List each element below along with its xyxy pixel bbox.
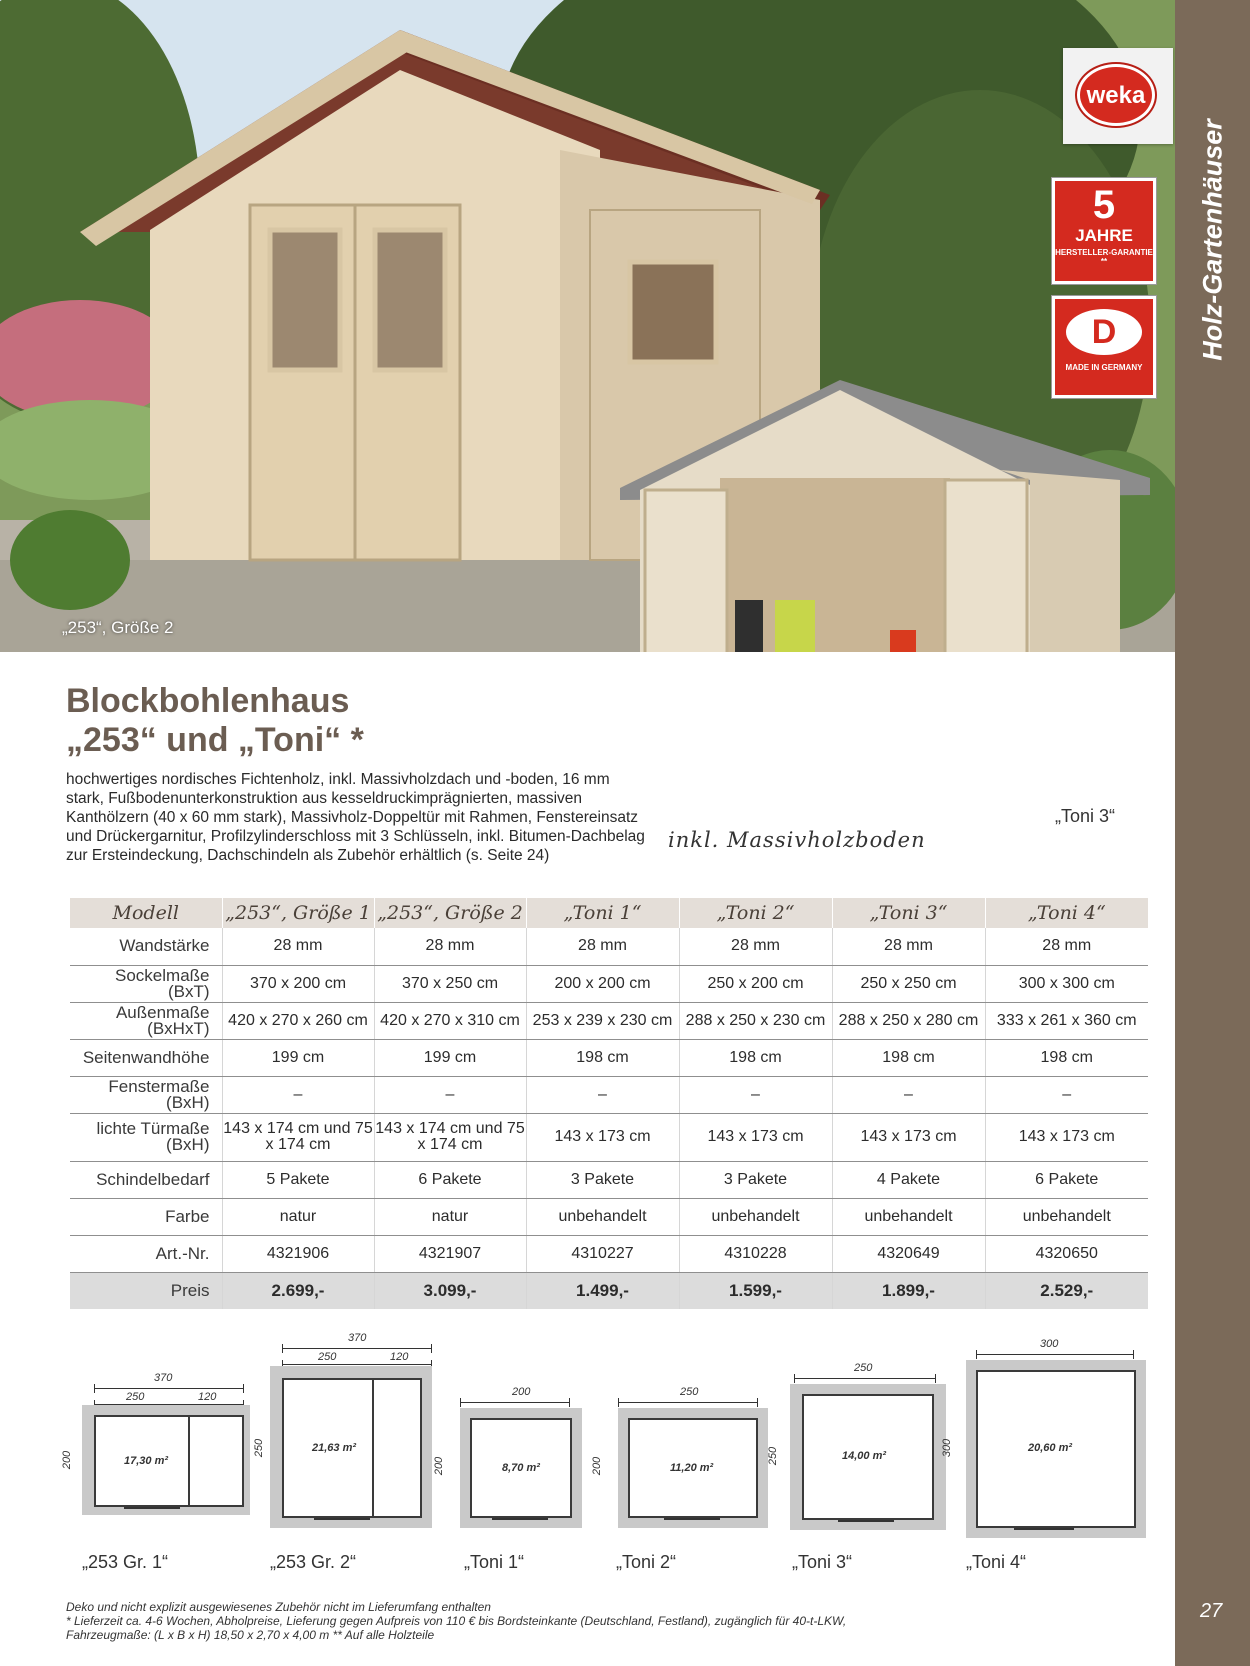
table-row [70,1076,1148,1113]
table-row-label: Wandstärke [70,928,222,965]
table-cell: 370 x 250 cm [374,965,526,1002]
table-row [70,965,1148,1002]
table-cell: 250 x 200 cm [679,965,832,1002]
table-cell: 200 x 200 cm [526,965,679,1002]
plan-dim-seg-a: 250 [318,1351,337,1363]
weka-logo [1063,48,1173,144]
guarantee-sub: HERSTELLER-GARANTIE ** [1055,248,1153,266]
table-cell: 4321906 [222,1235,374,1272]
table-cell: 198 cm [526,1039,679,1076]
table-cell: 333 x 261 x 360 cm [985,1002,1148,1039]
category-title [1175,100,1250,380]
garden-house-illustration [0,0,1175,652]
plan-area: 11,20 m² [670,1462,714,1474]
floor-plan-253-gr2 [253,1332,438,1533]
table-cell: 198 cm [985,1039,1148,1076]
table-cell: 1.899,- [832,1272,985,1309]
table-cell: 288 x 250 x 280 cm [832,1002,985,1039]
table-cell: 198 cm [832,1039,985,1076]
table-cell: – [679,1076,832,1113]
made-in-germany-badge [1052,296,1156,398]
table-header: „Toni 3“ [832,898,985,928]
floor-plan-toni2 [591,1386,774,1531]
product-heading [66,682,626,760]
table-cell: 4 Pakete [832,1161,985,1198]
plan-dim-depth: 250 [253,1438,266,1458]
table-row [70,928,1148,965]
table-cell: 28 mm [985,928,1148,965]
plan-area: 8,70 m² [502,1462,540,1474]
plan-label: „253 Gr. 1“ [82,1552,169,1572]
table-row [70,1272,1148,1309]
guarantee-badge [1052,178,1156,284]
table-cell: 28 mm [222,928,374,965]
table-cell: 4320649 [832,1235,985,1272]
table-cell: 28 mm [526,928,679,965]
table-header: Modell [70,898,222,928]
table-header: „Toni 2“ [679,898,832,928]
plan-dim-depth: 200 [591,1456,604,1476]
table-cell: 420 x 270 x 310 cm [374,1002,526,1039]
plan-area: 21,63 m² [312,1442,357,1454]
plan-dim-width: 250 [680,1386,699,1398]
table-cell: 143 x 173 cm [679,1113,832,1161]
table-cell: – [832,1076,985,1113]
table-cell: – [985,1076,1148,1113]
guarantee-number: 5 [1092,183,1116,227]
table-cell: 143 x 173 cm [526,1113,679,1161]
table-header: „Toni 4“ [985,898,1148,928]
table-row-label: Seitenwandhöhe [70,1039,222,1076]
germany-sub: MADE IN GERMANY [1065,363,1143,372]
table-cell: 4320650 [985,1235,1148,1272]
plan-label: „Toni 3“ [792,1552,853,1572]
table-row [70,1235,1148,1272]
plan-label: „Toni 2“ [616,1552,677,1572]
table-row-label: Fenstermaße (BxH) [70,1076,222,1113]
table-cell: 2.529,- [985,1272,1148,1309]
plan-dim-seg-b: 120 [198,1391,217,1403]
plan-dim-width: 250 [854,1362,873,1374]
table-cell: 6 Pakete [985,1161,1148,1198]
plan-dim-depth: 300 [941,1438,954,1458]
table-cell: 143 x 173 cm [832,1113,985,1161]
table-header: „253“, Größe 2 [374,898,526,928]
table-row-label: Preis [70,1272,222,1309]
plan-dim-width: 370 [348,1332,367,1344]
footnote: * Lieferzeit ca. 4-6 Wochen, Abholpreise, Lieferung gegen Aufpreis von 110 € bis Bordsteinkante (Deutschland, Festland), zugänglich für 40-t-LKW, [66,1614,847,1628]
product-photo [0,0,1175,652]
heading-line-2: „253“ und „Toni“ * [66,721,364,759]
plan-area: 17,30 m² [124,1455,169,1467]
table-cell: natur [222,1198,374,1235]
plan-dim-depth: 250 [767,1446,780,1466]
weka-logo-text: weka [1086,82,1146,109]
floor-plan-toni3 [767,1362,950,1532]
plan-dim-depth: 200 [433,1456,446,1476]
table-cell: 143 x 174 cm und 75 x 174 cm [374,1113,526,1161]
germany-letter: D [1066,309,1142,355]
plan-label: „Toni 4“ [966,1552,1027,1572]
photo-caption-253: „253“, Größe 2 [62,618,174,637]
table-cell: natur [374,1198,526,1235]
table-cell: unbehandelt [985,1198,1148,1235]
table-cell: – [222,1076,374,1113]
table-row-label: Farbe [70,1198,222,1235]
table-header: „Toni 1“ [526,898,679,928]
table-cell: 143 x 173 cm [985,1113,1148,1161]
table-row-label: Schindelbedarf [70,1161,222,1198]
footnotes [66,1600,1166,1642]
table-row [70,1198,1148,1235]
table-cell: 370 x 200 cm [222,965,374,1002]
table-cell: 3 Pakete [679,1161,832,1198]
floor-plan-toni4 [941,1338,1144,1540]
table-cell: 198 cm [679,1039,832,1076]
table-header-row [70,898,1148,928]
plan-dim-width: 300 [1040,1338,1059,1350]
plan-area: 14,00 m² [842,1450,887,1462]
table-row [70,1161,1148,1198]
table-cell: 6 Pakete [374,1161,526,1198]
table-cell: – [526,1076,679,1113]
table-cell: unbehandelt [832,1198,985,1235]
table-row-label: Sockelmaße (BxT) [70,965,222,1002]
plan-label: „Toni 1“ [464,1552,525,1572]
page-number: 27 [1200,1600,1223,1622]
table-cell: unbehandelt [526,1198,679,1235]
footnote: Fahrzeugmaße: (L x B x H) 18,50 x 2,70 x 4,00 m ** Auf alle Holzteile [66,1628,435,1642]
floor-plan-253-gr1 [61,1372,246,1528]
table-cell: 28 mm [374,928,526,965]
table-row [70,1113,1148,1161]
table-cell: 4310227 [526,1235,679,1272]
product-description: hochwertiges nordisches Fichtenholz, inkl. Massivholzdach und -boden, 16 mm stark, Fußbodenunterkonstruktion aus kesseldruckimprägnierten, massiven Kanthölzern (40 x 60 mm stark), Massivholz-Doppeltür mit Rahmen, Fenstereinsatz und Drückergarnitur, Profilzylinderschloss mit 3 Schlüsseln, inkl. Bitumen-Dachbelag zur Ersteindeckung, Dachschindeln als Zubehör erhältlich (s. Seite 24) [66,771,645,864]
table-cell: 3 Pakete [526,1161,679,1198]
table-row [70,1039,1148,1076]
table-cell: 4321907 [374,1235,526,1272]
floor-plan-toni1 [433,1386,586,1531]
table-cell: 420 x 270 x 260 cm [222,1002,374,1039]
table-cell: 199 cm [374,1039,526,1076]
table-cell: 3.099,- [374,1272,526,1309]
table-body [70,928,1148,1309]
table-cell: – [374,1076,526,1113]
category-title-text: Holz-Gartenhäuser [1197,119,1227,361]
photo-caption-toni3: „Toni 3“ [1055,806,1116,826]
plan-dim-depth: 200 [61,1450,74,1470]
table-cell: 250 x 250 cm [832,965,985,1002]
table-cell: 5 Pakete [222,1161,374,1198]
table-cell: 4310228 [679,1235,832,1272]
guarantee-years: JAHRE [1075,226,1133,245]
table-cell: 199 cm [222,1039,374,1076]
table-cell: 1.499,- [526,1272,679,1309]
plan-dim-width: 200 [512,1386,531,1398]
plan-dim-width: 370 [154,1372,173,1384]
heading-line-1: Blockbohlenhaus [66,682,350,720]
plan-area: 20,60 m² [1028,1442,1073,1454]
table-cell: 288 x 250 x 230 cm [679,1002,832,1039]
table-cell: 253 x 239 x 230 cm [526,1002,679,1039]
table-cell: 28 mm [832,928,985,965]
spec-table [70,898,1148,1309]
footnote: Deko und nicht explizit ausgewiesenes Zubehör nicht im Lieferumfang enthalten [66,1600,491,1614]
table-row-label: lichte Türmaße (BxH) [70,1113,222,1161]
plan-dim-seg-a: 250 [126,1391,145,1403]
table-row-label: Außenmaße (BxHxT) [70,1002,222,1039]
plan-label: „253 Gr. 2“ [270,1552,357,1572]
table-cell: 1.599,- [679,1272,832,1309]
table-cell: 143 x 174 cm und 75 x 174 cm [222,1113,374,1161]
photo-caption-floor: inkl. Massivholzboden [668,828,926,852]
table-cell: unbehandelt [679,1198,832,1235]
table-cell: 28 mm [679,928,832,965]
table-row [70,1002,1148,1039]
table-header: „253“, Größe 1 [222,898,374,928]
table-cell: 2.699,- [222,1272,374,1309]
table-cell: 300 x 300 cm [985,965,1148,1002]
plan-dim-seg-b: 120 [390,1351,409,1363]
table-row-label: Art.-Nr. [70,1235,222,1272]
